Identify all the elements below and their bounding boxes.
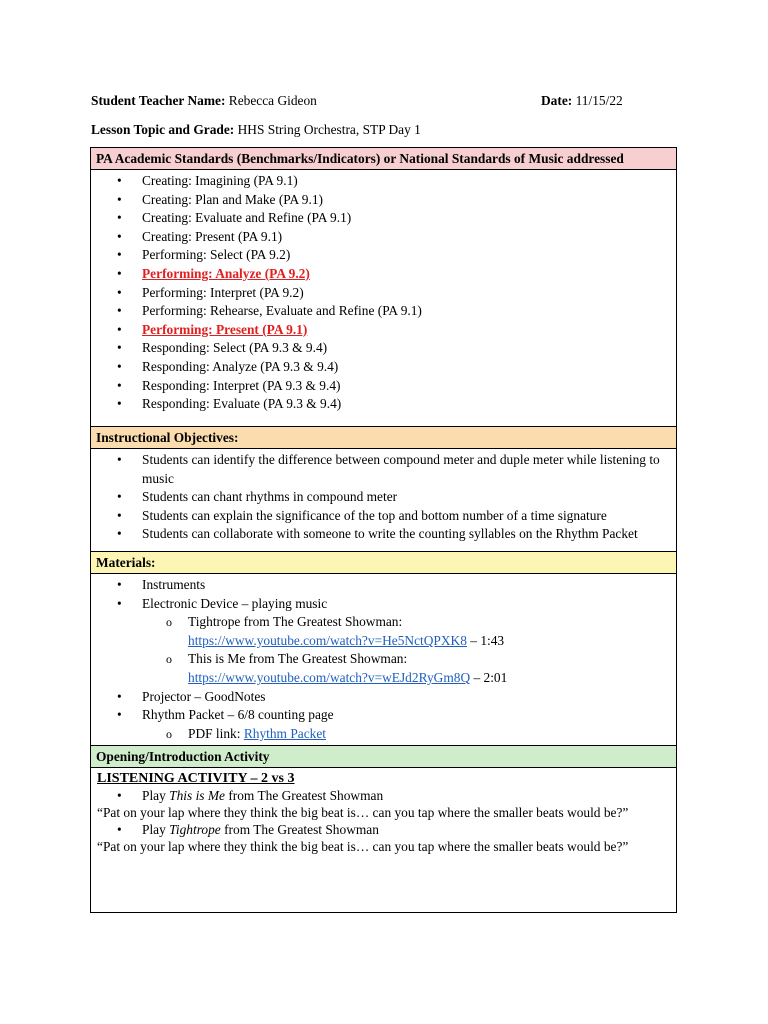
from-text: from The Greatest Showman	[224, 788, 384, 803]
date-field	[541, 93, 623, 109]
song-title: Tightrope from The Greatest Showman:	[188, 614, 403, 630]
listening-activity-title: LISTENING ACTIVITY – 2 vs 3	[97, 771, 295, 786]
material-item: • Electronic Device – playing music	[91, 595, 676, 614]
standard-item-highlighted	[91, 321, 676, 340]
materials-body	[91, 574, 676, 746]
lesson-plan-table	[90, 147, 677, 913]
lesson-topic-line	[91, 122, 421, 138]
song-link[interactable]: https://www.youtube.com/watch?v=wEJd2RyGm8Q	[188, 669, 471, 685]
material-item: • Projector – GoodNotes	[91, 688, 676, 707]
pdf-label: PDF link:	[188, 725, 244, 741]
song-name: This is Me	[169, 788, 225, 803]
instruction-quote: “Pat on your lap where they think the big beat is… can you tap where the smaller beats would be?”	[97, 805, 629, 820]
objective-item: • Students can chant rhythms in compound meter	[91, 488, 676, 507]
lesson-topic-value: HHS String Orchestra, STP Day 1	[237, 122, 421, 137]
teacher-name-value: Rebecca Gideon	[228, 93, 317, 108]
song-name: Tightrope	[169, 822, 221, 837]
date-label: Date:	[541, 93, 573, 108]
opening-list	[91, 821, 676, 838]
highlighted-standard-text: Performing: Analyze (PA 9.2)	[142, 265, 310, 281]
song-item	[91, 650, 676, 687]
standard-item: • Creating: Plan and Make (PA 9.1)	[91, 191, 676, 210]
standard-item: • Performing: Rehearse, Evaluate and Refine (PA 9.1)	[91, 302, 676, 321]
opening-header: Opening/Introduction Activity	[91, 746, 676, 768]
standard-item: • Creating: Present (PA 9.1)	[91, 228, 676, 247]
highlighted-standard-text: Performing: Present (PA 9.1)	[142, 321, 308, 337]
song-duration: – 2:01	[470, 669, 508, 685]
standards-body	[91, 170, 676, 427]
standard-item: • Responding: Interpret (PA 9.3 & 9.4)	[91, 377, 676, 396]
song-item	[91, 613, 676, 650]
material-item: • Instruments	[91, 576, 676, 595]
from-text: from The Greatest Showman	[220, 822, 379, 837]
standards-list	[91, 172, 676, 414]
standard-item: • Performing: Select (PA 9.2)	[91, 246, 676, 265]
standards-header: PA Academic Standards (Benchmarks/Indicators) or National Standards of Music addressed	[91, 148, 676, 170]
rhythm-packet-link[interactable]: Rhythm Packet	[243, 725, 327, 741]
opening-body	[91, 768, 676, 855]
standard-item: • Responding: Select (PA 9.3 & 9.4)	[91, 339, 676, 358]
teacher-name-label: Student Teacher Name:	[91, 93, 226, 108]
objectives-body	[91, 449, 676, 552]
song-link[interactable]: https://www.youtube.com/watch?v=He5NctQPXK8	[188, 632, 467, 648]
song-duration: – 1:43	[466, 632, 505, 648]
objectives-list	[91, 451, 676, 544]
objective-item: • Students can explain the significance of the top and bottom number of a time signature	[91, 507, 676, 526]
lesson-topic-label: Lesson Topic and Grade:	[91, 122, 235, 137]
standard-item: • Performing: Interpret (PA 9.2)	[91, 284, 676, 303]
standard-item-highlighted	[91, 265, 676, 284]
play-word: Play	[142, 822, 170, 837]
standard-item: • Responding: Analyze (PA 9.3 & 9.4)	[91, 358, 676, 377]
standard-item: • Responding: Evaluate (PA 9.3 & 9.4)	[91, 395, 676, 414]
play-item	[91, 787, 676, 804]
play-word: Play	[142, 788, 170, 803]
opening-list	[91, 787, 676, 804]
song-title: This is Me from The Greatest Showman:	[188, 651, 408, 667]
pdf-item	[91, 725, 676, 744]
objective-item: • Students can collaborate with someone to write the counting syllables on the Rhythm Packet	[91, 525, 676, 544]
instruction-quote: “Pat on your lap where they think the big beat is… can you tap where the smaller beats would be?”	[97, 839, 629, 854]
objective-item: • Students can identify the difference between compound meter and duple meter while listening to music	[91, 451, 676, 488]
material-item: • Rhythm Packet – 6/8 counting page	[91, 706, 676, 725]
materials-list	[91, 576, 676, 743]
date-value: 11/15/22	[575, 93, 623, 108]
materials-header: Materials:	[91, 552, 676, 574]
teacher-name-line	[91, 93, 631, 109]
standard-item: • Creating: Imagining (PA 9.1)	[91, 172, 676, 191]
play-item	[91, 821, 676, 838]
objectives-header: Instructional Objectives:	[91, 427, 676, 449]
standard-item: • Creating: Evaluate and Refine (PA 9.1)	[91, 209, 676, 228]
